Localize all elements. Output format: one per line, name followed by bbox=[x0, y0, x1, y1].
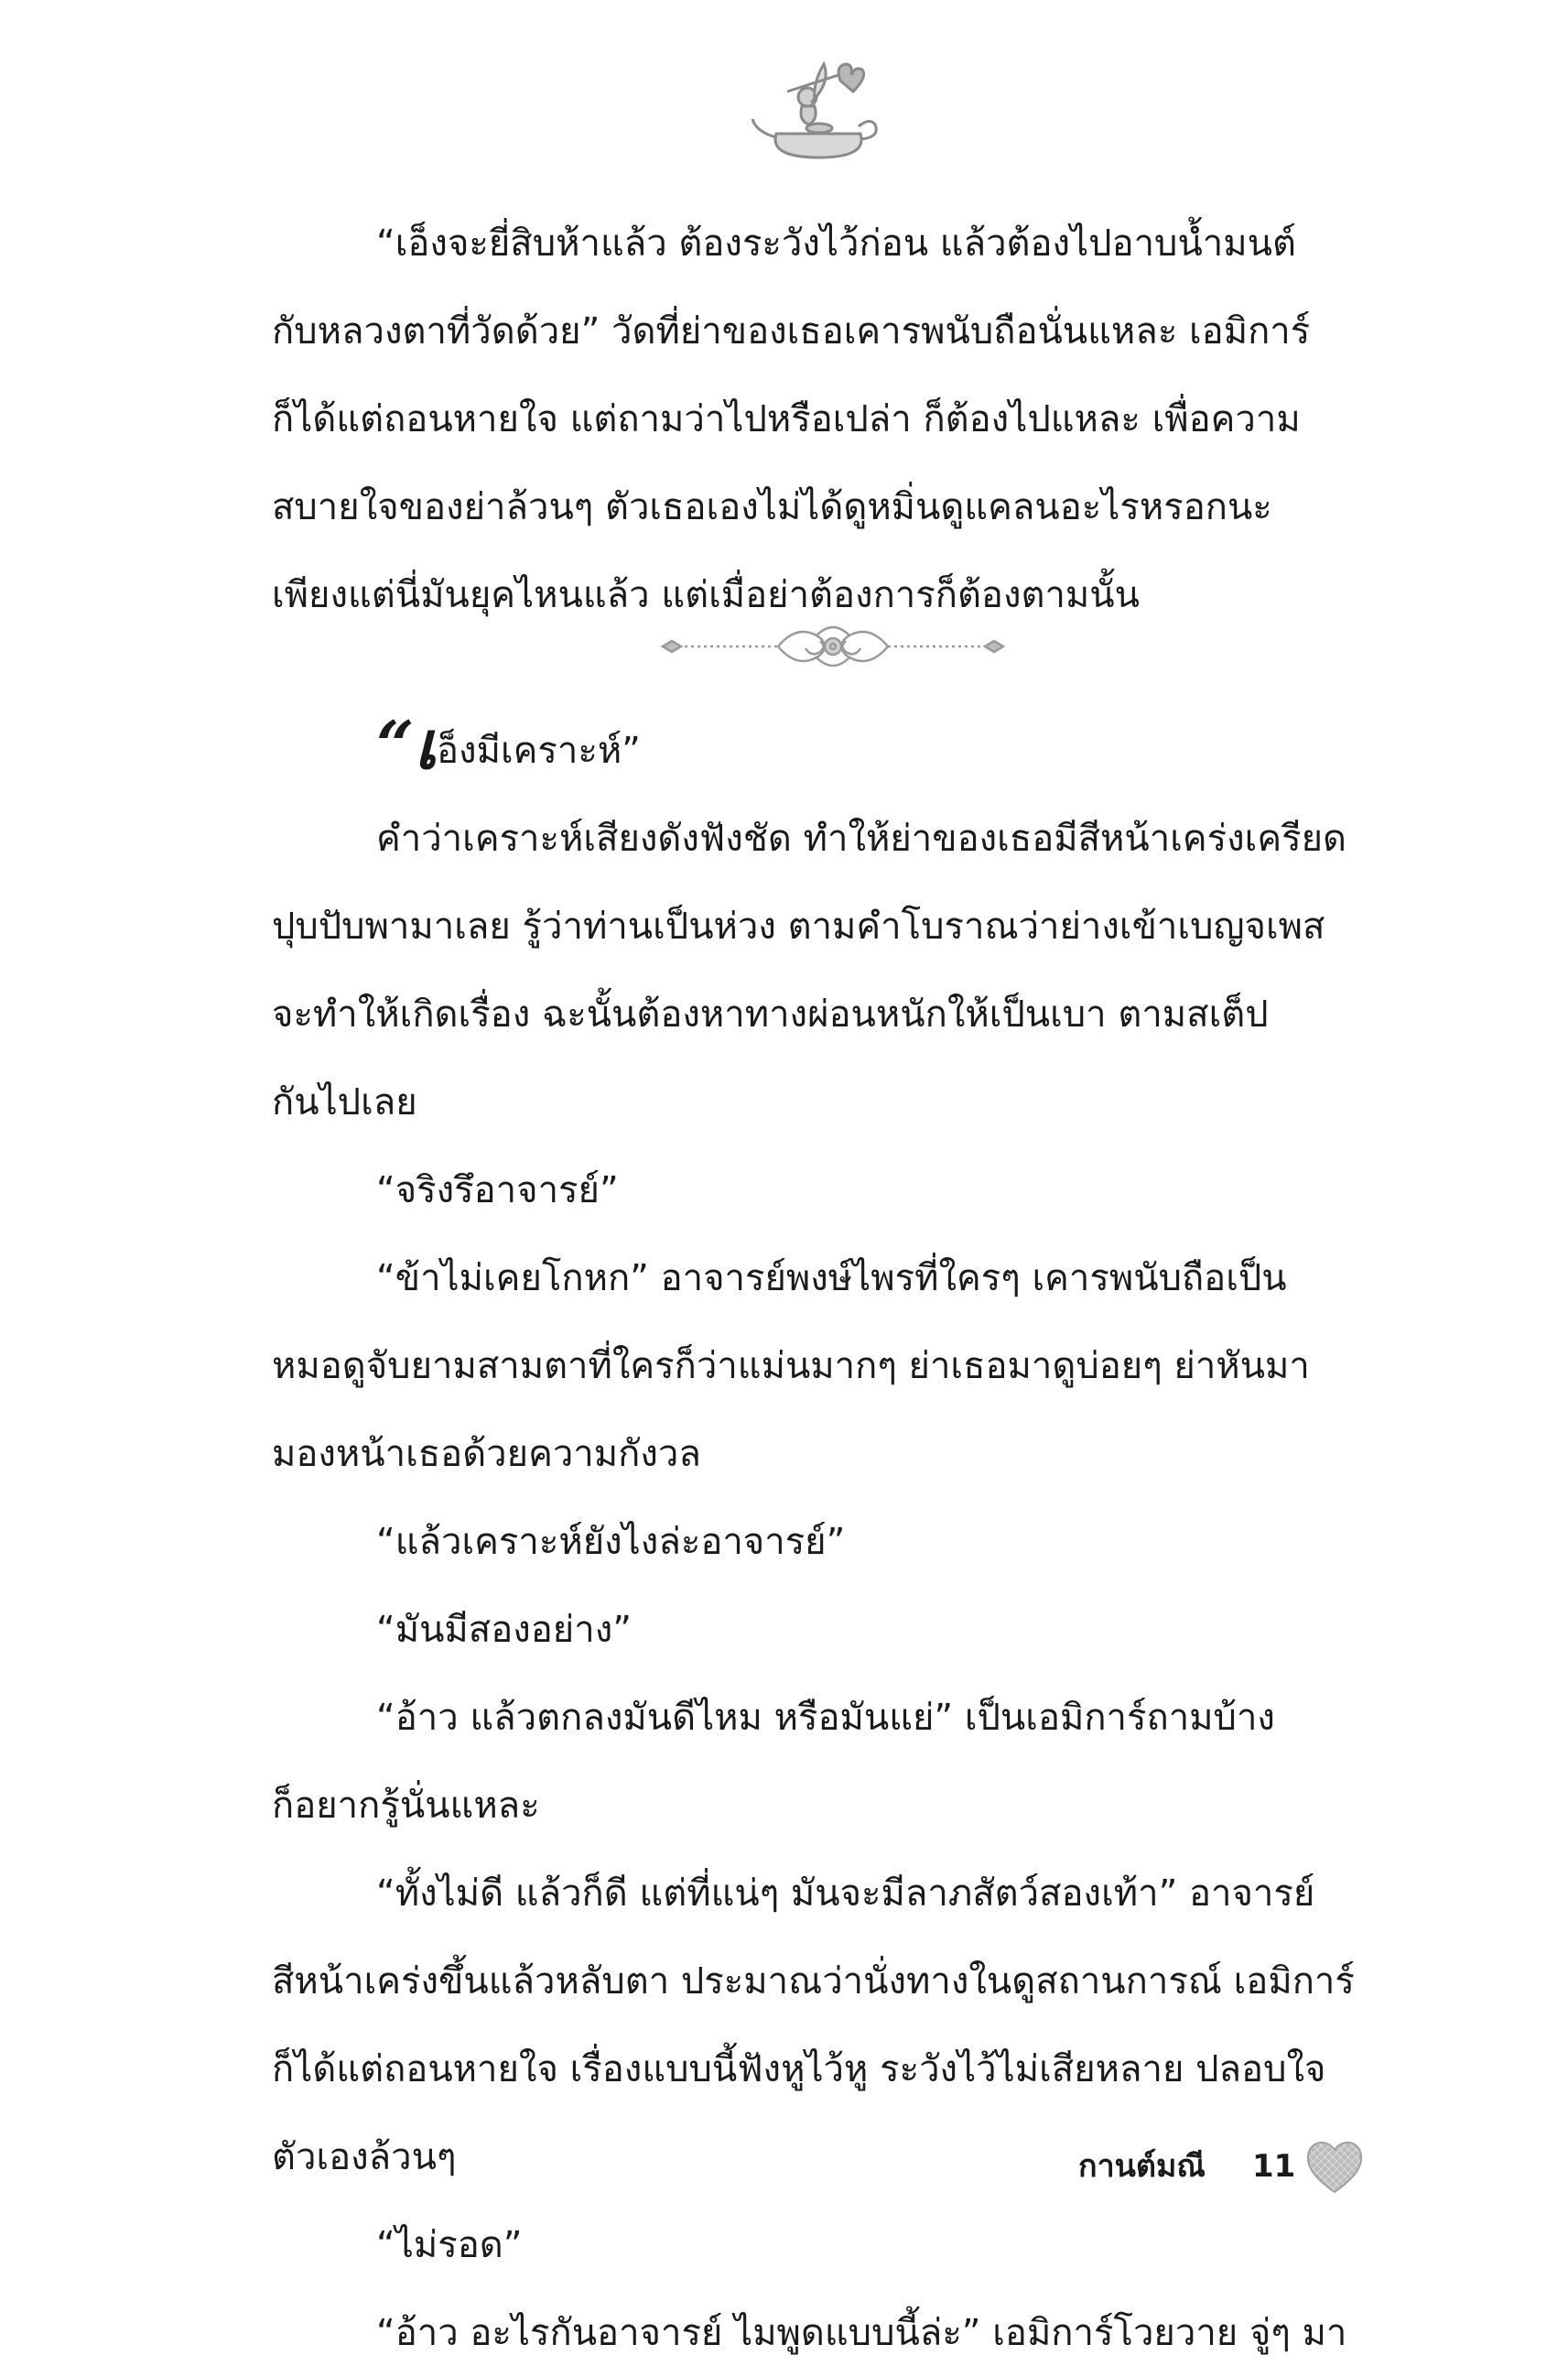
text-line: “จริงรึอาจารย์” bbox=[376, 1169, 619, 1211]
text-line: กันไปเลย bbox=[272, 1081, 417, 1123]
dropcap-letter: “เ bbox=[376, 706, 438, 784]
text-line: ตัวเองล้วนๆ bbox=[272, 2136, 457, 2178]
text-line: มองหน้าเธอด้วยความกังวล bbox=[272, 1433, 701, 1475]
text-line: ก็อยากรู้นั่นแหละ bbox=[272, 1785, 540, 1827]
dropcap-rest: อ็งมีเคราะห์” bbox=[437, 730, 641, 772]
text-line: “ทั้งไม่ดี แล้วก็ดี แต่ที่แน่ๆ มันจะมีลาภสัตว์สองเท้า” อาจารย์ bbox=[376, 1872, 1315, 1915]
running-footer-title: กานต์มณี bbox=[1078, 2148, 1206, 2185]
text-line: “อ้าว แล้วตกลงมันดีไหม หรือมันแย่” เป็นเอมิการ์ถามบ้าง bbox=[376, 1697, 1275, 1739]
page-number: 11 bbox=[1252, 2148, 1296, 2185]
text-line: จะทำให้เกิดเรื่อง ฉะนั้นต้องหาทางผ่อนหนักให้เป็นเบา ตามสเต็ป bbox=[272, 993, 1269, 1036]
text-line: “เอ็งจะยี่สิบห้าแล้ว ต้องระวังไว้ก่อน แล้วต้องไปอาบน้ำมนต์ bbox=[376, 223, 1296, 265]
text-line: “แล้วเคราะห์ยังไงล่ะอาจารย์” bbox=[376, 1521, 846, 1563]
text-line: “ไม่รอด” bbox=[376, 2224, 523, 2266]
text-line: “อ้าว อะไรกันอาจารย์ ไมพูดแบบนี้ล่ะ” เอมิการ์โวยวาย จู่ๆ มา bbox=[376, 2312, 1347, 2354]
body-text bbox=[272, 795, 1384, 2377]
text-line: “ข้าไม่เคยโกหก” อาจารย์พงษ์ไพรที่ใครๆ เคารพนับถือเป็น bbox=[376, 1257, 1287, 1299]
text-line: “มันมีสองอย่าง” bbox=[376, 1609, 632, 1651]
text-line: กับหลวงตาที่วัดด้วย” วัดที่ย่าของเธอเคารพนับถือนั่นแหละ เอมิการ์ bbox=[272, 310, 1311, 353]
text-line: หมอดูจับยามสามตาที่ใครก็ว่าแม่นมากๆ ย่าเธอมาดูบ่อยๆ ย่าหันมา bbox=[272, 1345, 1310, 1387]
text-line: คำว่าเคราะห์เสียงดังฟังชัด ทำให้ย่าของเธอมีสีหน้าเคร่งเครียด bbox=[376, 818, 1346, 860]
heart-icon bbox=[1302, 2133, 1368, 2199]
cupid-teapot-ornament-icon bbox=[751, 55, 888, 165]
text-line: เพียงแต่นี่มันยุคไหนแล้ว แต่เมื่อย่าต้องการก็ต้องตามนั้น bbox=[272, 574, 1140, 616]
paragraph-opening bbox=[272, 200, 1384, 639]
text-line: ปุบปับพามาเลย รู้ว่าท่านเป็นห่วง ตามคำโบราณว่าย่างเข้าเบญจเพส bbox=[272, 906, 1325, 948]
text-line: สบายใจของย่าล้วนๆ ตัวเธอเองไม่ได้ดูหมิ่นดูแคลนอะไรหรอกนะ bbox=[272, 486, 1272, 528]
text-line: ก็ได้แต่ถอนหายใจ แต่ถามว่าไปหรือเปล่า ก็ต้องไปแหละ เพื่อความ bbox=[272, 398, 1301, 440]
text-line: ก็ได้แต่ถอนหายใจ เรื่องแบบนี้ฟังหูไว้หู ระวังไว้ไม่เสียหลาย ปลอบใจ bbox=[272, 2048, 1326, 2090]
scroll-divider-ornament-icon bbox=[659, 612, 1007, 681]
text-line: สีหน้าเคร่งขึ้นแล้วหลับตา ประมาณว่านั่งทางในดูสถานการณ์ เอมิการ์ bbox=[272, 1960, 1355, 2003]
dropcap-heading bbox=[376, 707, 641, 795]
